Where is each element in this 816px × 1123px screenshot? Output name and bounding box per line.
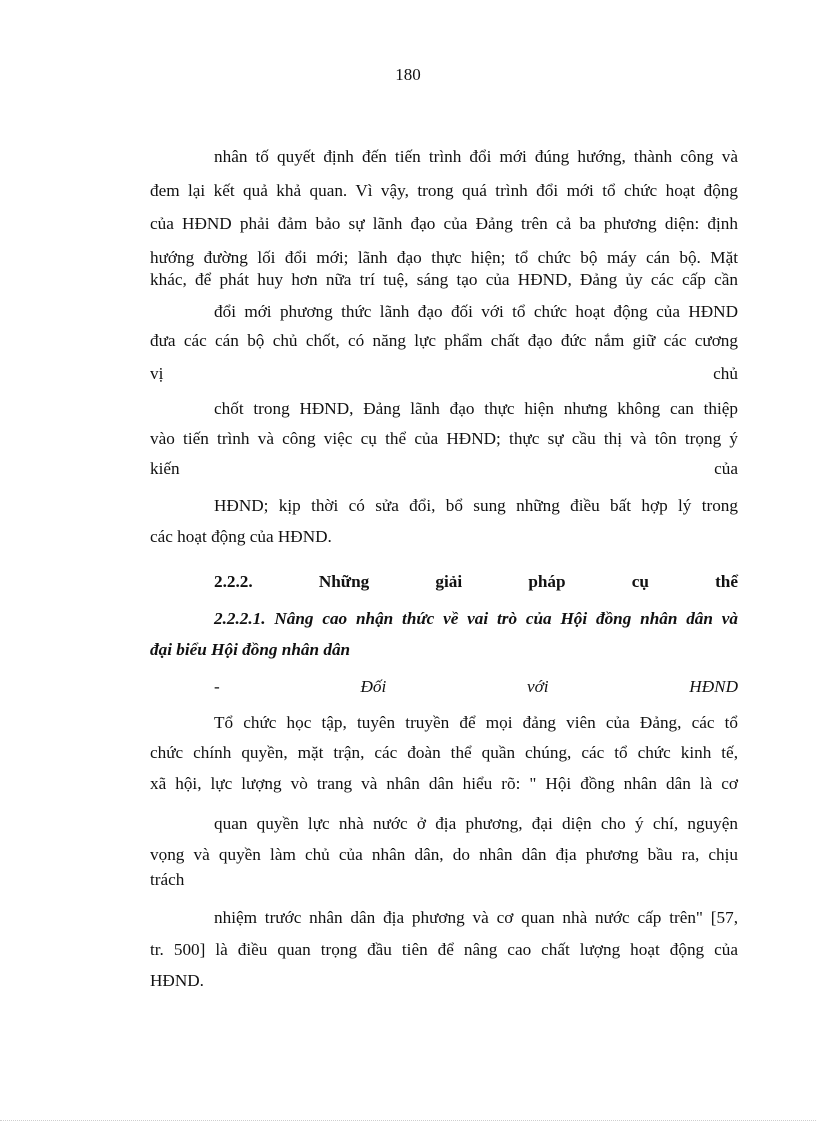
- section-heading: 2.2.2. Những giải pháp cụ thể: [214, 572, 738, 591]
- text-line: chốt trong HĐND, Đảng lãnh đạo thực hiện nhưng không can thiệp: [214, 399, 738, 418]
- subsection-heading-cont: đại biểu Hội đồng nhân dân: [150, 640, 351, 659]
- text-line: vị chủ: [150, 364, 738, 383]
- text-line: trách: [150, 870, 185, 889]
- text-line: HĐND; kịp thời có sửa đổi, bổ sung những điều bất hợp lý trong: [214, 496, 738, 515]
- text-line: khác, để phát huy hơn nữa trí tuệ, sáng tạo của HĐND, Đảng ủy các cấp cần: [150, 270, 738, 289]
- text-line: vào tiến trình và công việc cụ thể của HĐND; thực sự cầu thị và tôn trọng ý: [150, 429, 738, 448]
- text-line: kiến của: [150, 459, 738, 478]
- text-line: của HĐND phải đảm bảo sự lãnh đạo của Đảng trên cả ba phương diện: định: [150, 214, 738, 233]
- subheading-hdnd: - Đối với HĐND: [214, 677, 738, 696]
- text-line: nhiệm trước nhân dân địa phương và cơ quan nhà nước cấp trên" [57,: [214, 908, 738, 927]
- text-line: vọng và quyền làm chủ của nhân dân, do nhân dân địa phương bầu ra, chịu: [150, 845, 738, 864]
- subsection-heading: 2.2.2.1. Nâng cao nhận thức về vai trò của Hội đồng nhân dân và: [214, 609, 738, 628]
- text-line: quan quyền lực nhà nước ở địa phương, đại diện cho ý chí, nguyện: [214, 814, 738, 833]
- text-line: tr. 500] là điều quan trọng đầu tiên để nâng cao chất lượng hoạt động của: [150, 940, 738, 959]
- text-line: đưa các cán bộ chủ chốt, có năng lực phẩm chất đạo đức nắm giữ các cương: [150, 331, 738, 350]
- page-bottom-rule: [0, 1120, 816, 1121]
- text-line: hướng đường lối đổi mới; lãnh đạo thực hiện; tổ chức bộ máy cán bộ. Mặt: [150, 248, 738, 267]
- text-line: chức chính quyền, mặt trận, các đoàn thể quần chúng, các tổ chức kinh tế,: [150, 743, 738, 762]
- text-line: xã hội, lực lượng vò trang và nhân dân hiểu rõ: " Hội đồng nhân dân là cơ: [150, 774, 738, 793]
- text-line: HĐND.: [150, 971, 204, 990]
- text-line: Tổ chức học tập, tuyên truyền để mọi đảng viên của Đảng, các tổ: [214, 713, 738, 732]
- page-number: 180: [395, 65, 421, 84]
- text-line: nhân tố quyết định đến tiến trình đổi mới đúng hướng, thành công và: [214, 147, 738, 166]
- text-line: đem lại kết quả khả quan. Vì vậy, trong quá trình đổi mới tổ chức hoạt động: [150, 181, 738, 200]
- text-line: đổi mới phương thức lãnh đạo đối với tổ chức hoạt động của HĐND: [214, 302, 738, 321]
- text-line: các hoạt động của HĐND.: [150, 527, 332, 546]
